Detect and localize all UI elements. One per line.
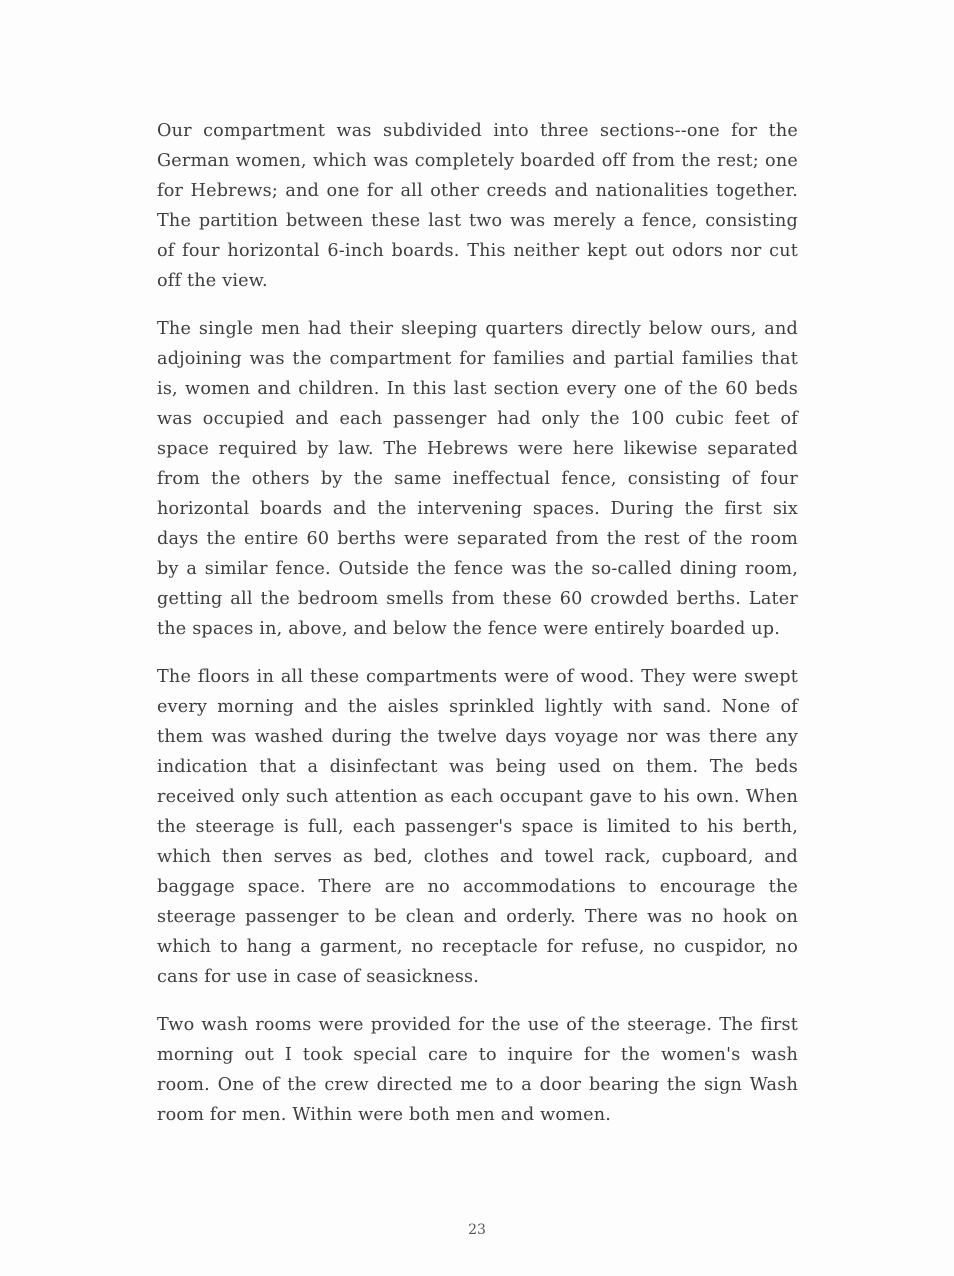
paragraph-2: The single men had their sleeping quarters directly below ours, and adjoining was the compartment for families and partial families that is, women and children. In this last section every one of the 60 beds was occupied and each passenger had only the 100 cubic feet of space required by law. The Hebrews were here likewise separated from the others by the same ineffectual fence, consisting of four horizontal boards and the intervening spaces. During the first six days the entire 60 berths were separated from the rest of the room by a similar fence. Outside the fence was the so-called dining room, getting all the bedroom smells from these 60 crowded berths. Later the spaces in, above, and below the fence were entirely boarded up.	[157, 319, 798, 639]
text-block	[157, 116, 798, 1148]
paragraph-1: Our compartment was subdivided into three sections--one for the German women, which was completely boarded off from the rest; one for Hebrews; and one for all other creeds and nationalities together. The partition between these last two was merely a fence, consisting of four horizontal 6-inch boards. This neither kept out odors nor cut off the view.	[157, 121, 798, 291]
page-number: 23	[468, 1222, 486, 1238]
paragraph-3: The floors in all these compartments were of wood. They were swept every morning and the aisles sprinkled lightly with sand. None of them was washed during the twelve days voyage nor was there any indication that a disinfectant was being used on them. The beds received only such attention as each occupant gave to his own. When the steerage is full, each passenger's space is limited to his berth, which then serves as bed, clothes and towel rack, cupboard, and baggage space. There are no accommodations to encourage the steerage passenger to be clean and orderly. There was no hook on which to hang a garment, no receptacle for refuse, no cuspidor, no cans for use in case of seasickness.	[157, 667, 798, 987]
paragraph-4: Two wash rooms were provided for the use of the steerage. The first morning out I took special care to inquire for the women's wash room. One of the crew directed me to a door bearing the sign Wash room for men. Within were both men and women.	[157, 1015, 798, 1125]
